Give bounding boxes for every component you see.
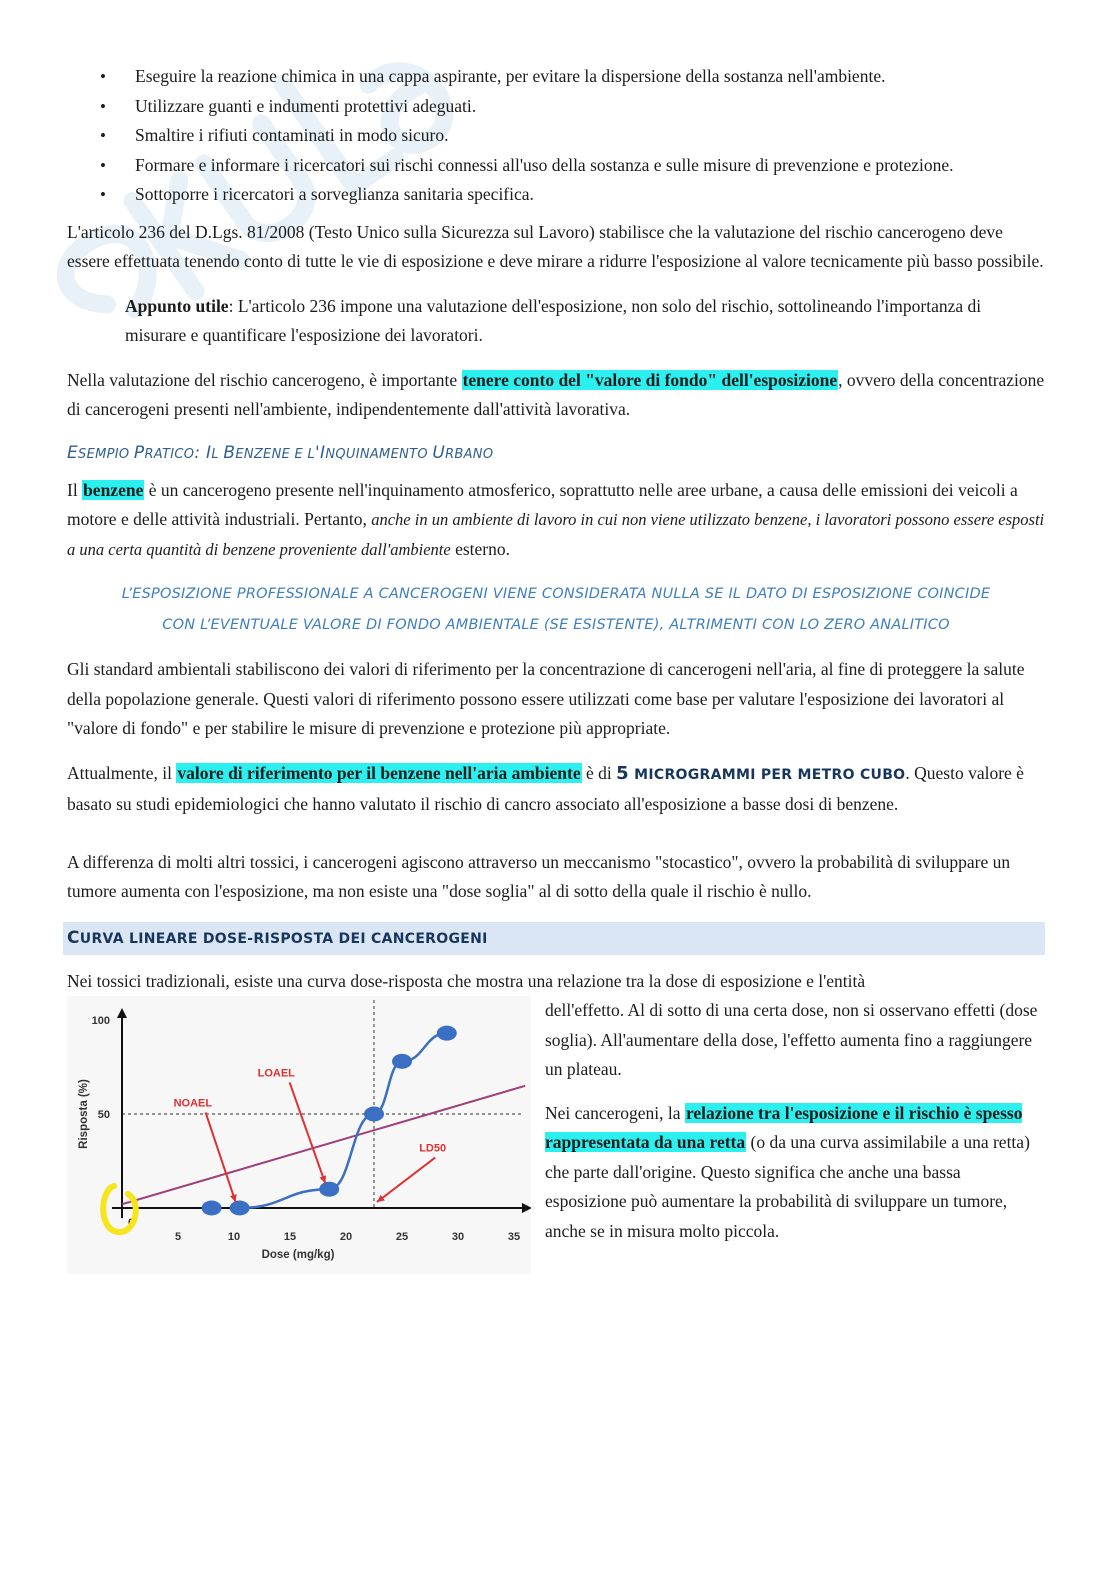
heading-part: E: [67, 442, 79, 463]
y-tick-label: 50: [97, 1109, 110, 1121]
page-content: [67, 62, 1045, 1274]
text-span: . Questo valore è basato su studi epidemiologici che hanno valutato il rischio di cancro associato all'esposizione a basse dosi di benzene.: [67, 762, 1024, 814]
x-tick-label: 35: [507, 1231, 521, 1243]
data-point: [230, 1201, 250, 1216]
text-span: è un cancerogeno presente nell'inquinamento atmosferico, soprattutto nelle aree urbane, a causa delle emissioni dei veicoli a motore e delle attività industriali. Pertanto,: [67, 479, 1018, 529]
heading-part: SEMPIO: [78, 446, 134, 462]
data-point: [364, 1107, 384, 1122]
x-tick-label: 10: [227, 1231, 241, 1243]
x-tick-label: 25: [395, 1231, 409, 1243]
heading-part: B: [223, 442, 236, 463]
heading-part: ENZENE E L: [235, 446, 316, 462]
heading-part: RBANO: [445, 446, 494, 462]
text-span: Il: [67, 479, 83, 500]
value-unit: MICROGRAMMI PER METRO CUBO: [628, 766, 906, 783]
heading-part: U: [432, 442, 446, 463]
paragraph-standard-ambientali: Gli standard ambientali stabiliscono dei valori di riferimento per la concentrazione di cancerogeni nell'aria, al fine di proteggere la salute della popolazione generale. Questi valori di riferimento possono essere utilizzati come base per valutare l'esposizione dei lavoratori al "valore di fondo" e per stabilire le misure di prevenzione e protezione più appropriate.: [67, 659, 1025, 738]
quote-line: CON L’EVENTUALE VALORE DI FONDO AMBIENTALE (SE ESISTENTE), ALTRIMENTI CON LO ZERO ANALITICO: [162, 617, 950, 633]
list-item: • Sottoporre i ricercatori a sorveglianza sanitaria specifica.: [67, 180, 1045, 210]
text-span: , ovvero della concentrazione di cancerogeni presenti nell'ambiente, indipendentemente dall'attività lavorativa.: [67, 369, 1045, 419]
heading-part: : I: [194, 442, 212, 463]
paragraph-valore-fondo: [67, 366, 1045, 425]
annotation-label: LOAEL: [257, 1067, 295, 1080]
highlighted-text: relazione tra l'esposizione e il rischio è spesso rappresentata da una retta: [545, 1102, 1023, 1152]
data-point: [392, 1054, 412, 1069]
annotation-arrow: [206, 1112, 236, 1202]
data-point: [202, 1201, 222, 1216]
annotation-label: NOAEL: [173, 1097, 213, 1110]
text-span: è di: [581, 762, 617, 783]
x-tick-label: 30: [451, 1231, 465, 1243]
text-span: Attualmente, il: [67, 762, 177, 783]
heading-initial: C: [67, 927, 80, 948]
paragraph-valore-riferimento: [67, 759, 1045, 820]
quote-block: [67, 579, 1045, 641]
heading-part: L: [211, 446, 224, 462]
sigmoid-series-curve: [240, 1033, 447, 1208]
quote-line: L’ESPOSIZIONE PROFESSIONALE A CANCEROGENI VIENE CONSIDERATA NULLA SE IL DATO DI ESPOSIZIONE COINCIDE: [121, 586, 991, 602]
italic-text: anche in un ambiente di lavoro in cui non viene utilizzato benzene, i lavoratori possono essere esposti a una certa quantità di benzene proveniente dall'ambiente: [67, 510, 1045, 559]
heading-part: NQUINAMENTO: [325, 446, 433, 462]
y-axis-arrow: [117, 1008, 127, 1018]
x-tick-label: 5: [174, 1231, 182, 1243]
reference-value: [616, 762, 906, 784]
useful-note: [67, 292, 1045, 351]
list-item: • Eseguire la reazione chimica in una cappa aspirante, per evitare la dispersione della sostanza nell'ambiente.: [67, 62, 1045, 92]
heading-rest: URVA LINEARE DOSE-RISPOSTA DEI CANCEROGENI: [79, 930, 488, 947]
section-heading: [63, 922, 1045, 955]
annotation-arrowhead: [320, 1175, 327, 1183]
data-point: [319, 1182, 339, 1197]
y-tick-label: 100: [91, 1015, 110, 1027]
bullet-list: [67, 62, 1045, 210]
chart-svg: [67, 996, 531, 1274]
heading-part: RATICO: [144, 446, 195, 462]
list-item: • Formare e informare i ricercatori sui rischi connessi all'uso della sostanza e sulle misure di prevenzione e protezione.: [67, 151, 1045, 181]
paragraph-tossici-cont: dell'effetto. Al di sotto di una certa dose, non si osservano effetti (dose soglia). All'aumentare della dose, l'effetto aumenta fino a raggiungere un plateau.: [545, 1000, 1038, 1079]
x-axis-label: Dose (mg/kg): [261, 1249, 335, 1261]
text-span: (o da una curva assimilabile a una retta) che parte dall'origine. Questo significa che anche una bassa esposizione può aumentare la probabilità di sviluppare un tumore, anche se in misura molto piccola.: [545, 1132, 1030, 1241]
text-span: esterno.: [450, 538, 511, 559]
heading-part: 'I: [315, 442, 326, 463]
annotation-arrow: [290, 1082, 326, 1183]
list-item: • Utilizzare guanti e indumenti protettivi adeguati.: [67, 92, 1045, 122]
highlighted-text: benzene: [83, 479, 144, 500]
tossici-intro-line: Nei tossici tradizionali, esiste una curva dose-risposta che mostra una relazione tra la dose di esposizione e l'entità: [67, 970, 866, 991]
paragraph-stocastico: A differenza di molti altri tossici, i cancerogeni agiscono attraverso un meccanismo "stocastico", ovvero la probabilità di sviluppare un tumore aumenta con l'esposizione, ma non esiste una "dose soglia" al di sotto della quale il rischio è nullo.: [67, 851, 1011, 901]
text-span: Nei cancerogeni, la: [545, 1102, 685, 1123]
text-span: Nella valutazione del rischio cancerogeno, è importante: [67, 369, 462, 390]
note-text: : L'articolo 236 impone una valutazione dell'esposizione, non solo del rischio, sottolineando l'importanza di misurare e quantificare l'esposizione dei lavoratori.: [125, 295, 982, 345]
annotation-arrow: [377, 1158, 435, 1202]
list-item: • Smaltire i rifiuti contaminati in modo sicuro.: [67, 121, 1045, 151]
highlighted-text: tenere conto del "valore di fondo" dell'esposizione: [462, 369, 838, 390]
paragraph-article-236: L'articolo 236 del D.Lgs. 81/2008 (Testo Unico sulla Sicurezza sul Lavoro) stabilisce che la valutazione del rischio cancerogeno deve essere effettuata tenendo conto di tutte le vie di esposizione e deve mirare a ridurre l'esposizione al valore tecnicamente più basso possibile.: [67, 221, 1044, 271]
y-axis-label: Risposta (%): [78, 1079, 90, 1149]
note-label: Appunto utile: [125, 295, 229, 316]
highlighted-text: valore di riferimento per il benzene nell'aria ambiente: [177, 762, 581, 783]
dose-response-chart: [67, 996, 531, 1274]
data-point: [437, 1026, 457, 1041]
x-tick-label: 15: [283, 1231, 297, 1243]
x-tick-label: 20: [339, 1231, 353, 1243]
annotation-label: LD50: [419, 1142, 447, 1155]
yellow-circle-highlight: [103, 1186, 135, 1232]
annotation-arrowhead: [230, 1194, 237, 1202]
paragraph-benzene: [67, 476, 1045, 565]
value-number: 5: [616, 762, 629, 784]
heading-part: P: [133, 442, 145, 463]
x-tick-zero: 0: [128, 1217, 135, 1229]
x-axis-arrow: [522, 1203, 531, 1213]
example-heading: [67, 440, 1045, 468]
